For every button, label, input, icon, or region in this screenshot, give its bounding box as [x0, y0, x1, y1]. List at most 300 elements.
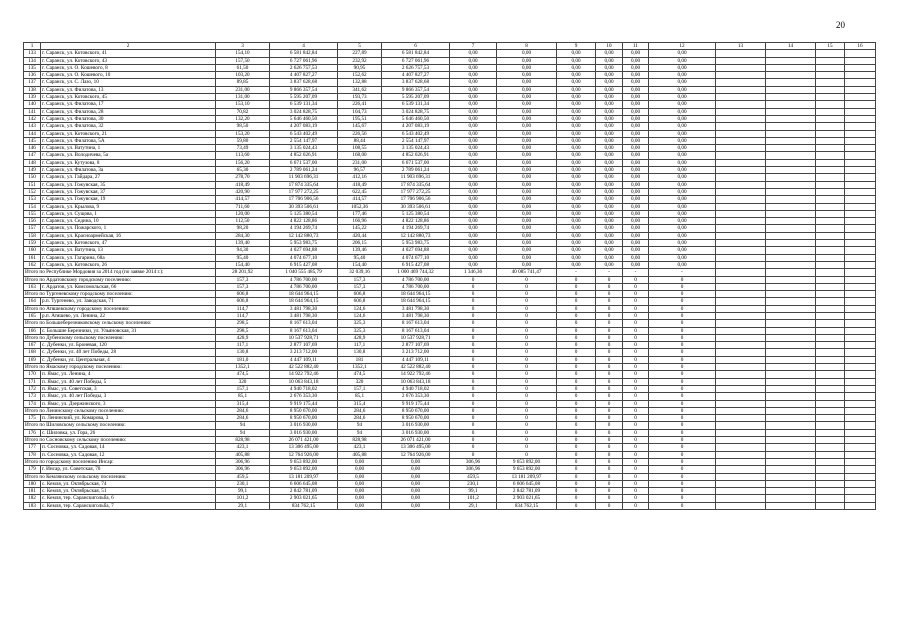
subtotal-label-cell: Итого по Дубенскому сельскому поселению: — [24, 334, 216, 341]
value-cell: 0 — [557, 451, 596, 458]
value-cell: 0 — [596, 444, 623, 451]
value-cell: 42 522 882,40 — [382, 364, 450, 371]
value-cell: 0 — [596, 473, 623, 480]
value-cell: 0,00 — [623, 210, 649, 217]
empty-cell — [766, 458, 816, 465]
empty-cell — [766, 495, 816, 502]
value-cell: 0,00 — [649, 115, 716, 122]
value-cell: 0,00 — [557, 123, 596, 130]
value-cell: 0,00 — [596, 152, 623, 159]
value-cell: 298,5 — [216, 327, 270, 334]
empty-cell — [816, 79, 845, 86]
value-cell: 9 653 892,00 — [497, 466, 557, 473]
value-cell: 94,30 — [216, 247, 270, 254]
value-cell: 0 — [557, 488, 596, 495]
empty-cell — [845, 466, 876, 473]
value-cell: 13 181 209,97 — [270, 473, 338, 480]
value-cell: 230,1 — [450, 480, 497, 487]
value-cell: 157,3 — [216, 283, 270, 290]
address-cell: г. Саранск, ул. О. Кошевого, 8 — [41, 64, 216, 71]
empty-cell — [766, 188, 816, 195]
empty-cell — [845, 86, 876, 93]
value-cell: 0 — [450, 378, 497, 385]
value-cell: 3 016 930,00 — [382, 429, 450, 436]
value-cell: 0,00 — [338, 473, 382, 480]
value-cell: 2 676 353,30 — [382, 393, 450, 400]
value-cell: 0 — [596, 407, 623, 414]
value-cell: 0,00 — [623, 130, 649, 137]
value-cell: 0 — [596, 334, 623, 341]
value-cell: 418,49 — [216, 181, 270, 188]
value-cell: 2 554 147,97 — [270, 137, 338, 144]
column-number: 15 — [816, 43, 845, 50]
empty-cell — [845, 57, 876, 64]
value-cell: 0 — [596, 488, 623, 495]
value-cell: 0 — [623, 444, 649, 451]
value-cell: 70,82 — [216, 108, 270, 115]
value-cell: 152,62 — [338, 72, 382, 79]
address-cell: г. Саранск, ул. Красноармейская, 16 — [41, 232, 216, 239]
value-cell: 12 764 926,00 — [382, 451, 450, 458]
empty-cell — [845, 393, 876, 400]
empty-cell — [816, 407, 845, 414]
value-cell: 284,30 — [216, 232, 270, 239]
value-cell: 0 — [623, 356, 649, 363]
empty-cell — [716, 298, 766, 305]
empty-cell — [716, 247, 766, 254]
empty-cell — [816, 159, 845, 166]
value-cell: 104,73 — [338, 108, 382, 115]
value-cell: 0,00 — [497, 108, 557, 115]
value-cell: 0,00 — [557, 261, 596, 268]
value-cell: 94 — [216, 429, 270, 436]
value-cell: 0,00 — [649, 174, 716, 181]
value-cell: 0 — [623, 451, 649, 458]
value-cell: 0,00 — [450, 210, 497, 217]
empty-cell — [845, 334, 876, 341]
value-cell: 3 481 798,30 — [270, 312, 338, 319]
value-cell: 0 — [596, 466, 623, 473]
column-number: 14 — [766, 43, 816, 50]
value-cell: 0,00 — [497, 86, 557, 93]
value-cell: 0 — [596, 437, 623, 444]
table-row — [24, 480, 876, 487]
table-row — [24, 64, 876, 71]
page-number: 20 — [836, 20, 845, 30]
value-cell: 0,00 — [596, 188, 623, 195]
table-row — [24, 108, 876, 115]
value-cell: 0 — [450, 305, 497, 312]
value-cell: 0 — [623, 298, 649, 305]
value-cell: 405,88 — [338, 451, 382, 458]
empty-cell — [816, 312, 845, 319]
empty-cell — [816, 327, 845, 334]
value-cell: 0 — [623, 364, 649, 371]
column-number: 10 — [596, 43, 623, 50]
value-cell: 0 — [649, 393, 716, 400]
value-cell: 0 — [623, 502, 649, 509]
subtotal-label-cell: Итого по Ямаскому городскому поселению: — [24, 364, 216, 371]
value-cell: 0 — [623, 334, 649, 341]
value-cell: 414,57 — [338, 196, 382, 203]
empty-cell — [716, 145, 766, 152]
value-cell: 0 — [557, 415, 596, 422]
address-cell: с. Дубенки, ул. Броневая, 120 — [41, 342, 216, 349]
empty-cell — [816, 108, 845, 115]
value-cell: 606,8 — [338, 291, 382, 298]
value-cell: 30 393 506,61 — [270, 203, 338, 210]
value-cell: 0,00 — [557, 210, 596, 217]
empty-cell — [766, 254, 816, 261]
empty-cell — [845, 254, 876, 261]
table-row — [24, 349, 876, 356]
empty-cell — [816, 181, 845, 188]
value-cell: 0 — [649, 371, 716, 378]
value-cell: 130,8 — [216, 349, 270, 356]
empty-cell — [766, 393, 816, 400]
value-cell: 0,00 — [497, 50, 557, 57]
value-cell: 0 — [623, 371, 649, 378]
value-cell: 0 — [649, 320, 716, 327]
value-cell: 2 676 353,30 — [270, 393, 338, 400]
value-cell: 0 — [649, 458, 716, 465]
value-cell: 0,00 — [557, 218, 596, 225]
address-cell: г. Саранск, ул. Котовского, 21 — [41, 130, 216, 137]
value-cell: 0 — [596, 283, 623, 290]
empty-cell — [816, 210, 845, 217]
address-cell: г. Саранск, ул. Филатова, 28 — [41, 108, 216, 115]
empty-cell — [816, 72, 845, 79]
empty-cell — [816, 364, 845, 371]
value-cell: 0,00 — [497, 64, 557, 71]
empty-cell — [766, 327, 816, 334]
value-cell: 0 — [649, 502, 716, 509]
table-row — [24, 123, 876, 130]
value-cell: 0 — [649, 466, 716, 473]
value-cell: 4 786 700,00 — [382, 276, 450, 283]
empty-cell — [845, 342, 876, 349]
row-number-cell: 168 — [24, 349, 41, 356]
address-cell: с. Дубенки, ул. 40 лет Победы, 28 — [41, 349, 216, 356]
value-cell: 0,00 — [497, 152, 557, 159]
empty-cell — [816, 261, 845, 268]
value-cell: 0 — [596, 495, 623, 502]
value-cell: 0 — [596, 342, 623, 349]
value-cell: 0,00 — [649, 181, 716, 188]
value-cell: 6 606 645,08 — [270, 480, 338, 487]
table-row — [24, 57, 876, 64]
value-cell: 0,00 — [497, 261, 557, 268]
value-cell: 1 000 469 744,32 — [382, 269, 450, 276]
address-cell: г. Саранск, ул. Филатова, 5А — [41, 137, 216, 144]
value-cell: 0,00 — [450, 159, 497, 166]
empty-cell — [716, 480, 766, 487]
value-cell: 114,7 — [216, 305, 270, 312]
subtotal-label-cell: Итого по Большеберезниковскому сельскому поселению: — [24, 320, 216, 327]
row-number-cell: 180 — [24, 480, 41, 487]
value-cell: 0 — [649, 283, 716, 290]
value-cell: 3 213 712,00 — [382, 349, 450, 356]
value-cell: 0,00 — [623, 50, 649, 57]
value-cell: 0,00 — [557, 137, 596, 144]
subtotal-label-cell: Итого по городскому поселению Инсар: — [24, 458, 216, 465]
value-cell: 0,00 — [649, 203, 716, 210]
value-cell: 0,00 — [623, 152, 649, 159]
value-cell: 0,00 — [649, 137, 716, 144]
value-cell: 168,00 — [338, 152, 382, 159]
empty-cell — [816, 378, 845, 385]
empty-cell — [816, 123, 845, 130]
row-number-cell: 140 — [24, 101, 41, 108]
value-cell: - — [596, 269, 623, 276]
row-number-cell: 178 — [24, 451, 41, 458]
value-cell: 17 977 272,25 — [270, 188, 338, 195]
value-cell: 0 — [450, 334, 497, 341]
value-cell: 0,00 — [557, 181, 596, 188]
empty-cell — [716, 415, 766, 422]
value-cell: 0,00 — [623, 108, 649, 115]
value-cell: 8 950 670,00 — [270, 415, 338, 422]
empty-cell — [845, 444, 876, 451]
empty-cell — [816, 269, 845, 276]
value-cell: 3 481 798,30 — [270, 305, 338, 312]
address-cell: г. Саранск, ул. С. Лазо, 10 — [41, 79, 216, 86]
value-cell: 6 543 402,49 — [382, 130, 450, 137]
address-cell: г. Саранск, ул. Филатова, 30 — [41, 115, 216, 122]
value-cell: 0 — [623, 320, 649, 327]
value-cell: 0,00 — [497, 79, 557, 86]
value-cell: 8 950 670,00 — [270, 407, 338, 414]
value-cell: 0,00 — [450, 174, 497, 181]
value-cell: 0,00 — [450, 196, 497, 203]
empty-cell — [816, 203, 845, 210]
value-cell: 0,00 — [382, 495, 450, 502]
empty-cell — [766, 378, 816, 385]
empty-cell — [845, 167, 876, 174]
value-cell: 17 874 335,64 — [270, 181, 338, 188]
value-cell: 6 727 061,96 — [382, 57, 450, 64]
row-number-cell: 155 — [24, 210, 41, 217]
value-cell: 0 — [497, 320, 557, 327]
table-row — [24, 466, 876, 473]
row-number-cell: 141 — [24, 108, 41, 115]
value-cell: 3 016 930,00 — [382, 422, 450, 429]
empty-cell — [766, 123, 816, 130]
empty-cell — [816, 429, 845, 436]
empty-cell — [766, 466, 816, 473]
empty-cell — [845, 145, 876, 152]
value-cell: 0 — [497, 415, 557, 422]
empty-cell — [716, 342, 766, 349]
value-cell: 0,00 — [596, 145, 623, 152]
address-cell: с. Дубенки, ул. Центральная, 4 — [41, 356, 216, 363]
value-cell: 0,00 — [557, 79, 596, 86]
empty-cell — [766, 488, 816, 495]
value-cell: 341,62 — [338, 86, 382, 93]
empty-cell — [816, 437, 845, 444]
value-cell: 0,00 — [649, 152, 716, 159]
table-row — [24, 451, 876, 458]
value-cell: 0,00 — [557, 159, 596, 166]
value-cell: 3 481 798,30 — [382, 312, 450, 319]
value-cell: 0,00 — [596, 196, 623, 203]
value-cell: 2 877 107,69 — [270, 342, 338, 349]
empty-cell — [766, 283, 816, 290]
value-cell: 3 135 024,43 — [270, 145, 338, 152]
row-number-cell: 152 — [24, 188, 41, 195]
empty-cell — [716, 291, 766, 298]
table-row — [24, 145, 876, 152]
empty-cell — [766, 407, 816, 414]
empty-cell — [716, 50, 766, 57]
value-cell: 0,00 — [450, 72, 497, 79]
value-cell: 0 — [649, 378, 716, 385]
empty-cell — [716, 451, 766, 458]
value-cell: 9 919 175,44 — [270, 400, 338, 407]
value-cell: 0 — [623, 429, 649, 436]
empty-cell — [816, 152, 845, 159]
row-number-cell: 170 — [24, 371, 41, 378]
value-cell: 0,00 — [382, 502, 450, 509]
value-cell: 306,96 — [450, 466, 497, 473]
row-number-cell: 164 — [24, 298, 41, 305]
table-row — [24, 502, 876, 509]
value-cell: 0,00 — [497, 123, 557, 130]
value-cell: 0 — [596, 298, 623, 305]
column-number: 11 — [623, 43, 649, 50]
value-cell: 6 915 427,08 — [270, 261, 338, 268]
value-cell: 0,00 — [450, 86, 497, 93]
empty-cell — [766, 444, 816, 451]
value-cell: 0,00 — [623, 167, 649, 174]
value-cell: 4 852 026,91 — [382, 152, 450, 159]
value-cell: 6 671 537,00 — [382, 159, 450, 166]
value-cell: 124,6 — [338, 312, 382, 319]
value-cell: 2 903 021,65 — [497, 495, 557, 502]
value-cell: 428,9 — [216, 334, 270, 341]
value-cell: 0 — [497, 276, 557, 283]
value-cell: 0 — [596, 385, 623, 392]
row-number-cell: 135 — [24, 64, 41, 71]
value-cell: 0,00 — [497, 225, 557, 232]
empty-cell — [766, 50, 816, 57]
value-cell: 0,00 — [623, 145, 649, 152]
empty-cell — [716, 283, 766, 290]
value-cell: 0 — [497, 385, 557, 392]
empty-cell — [766, 145, 816, 152]
value-cell: 5 595 207,09 — [270, 94, 338, 101]
value-cell: 0 — [623, 342, 649, 349]
value-cell: 4 940 718,02 — [270, 385, 338, 392]
value-cell: 0,00 — [649, 145, 716, 152]
empty-cell — [716, 458, 766, 465]
value-cell: 0 — [557, 437, 596, 444]
empty-cell — [816, 473, 845, 480]
empty-cell — [716, 254, 766, 261]
value-cell: 3 481 798,30 — [382, 305, 450, 312]
empty-cell — [716, 364, 766, 371]
value-cell: 157,50 — [216, 57, 270, 64]
value-cell: 9 919 175,44 — [382, 400, 450, 407]
empty-cell — [816, 167, 845, 174]
value-cell: 315,4 — [338, 400, 382, 407]
value-cell: 40 085 741,47 — [497, 269, 557, 276]
column-number: 5 — [338, 43, 382, 50]
value-cell: 0,00 — [382, 466, 450, 473]
value-cell: 0,00 — [596, 94, 623, 101]
address-cell: г. Саранск, ул. Котовского, 45 — [41, 94, 216, 101]
empty-cell — [816, 225, 845, 232]
value-cell: 0,00 — [450, 167, 497, 174]
value-cell: 0,00 — [623, 101, 649, 108]
value-cell: 4 074 677,10 — [270, 254, 338, 261]
value-cell: 4 447 109,11 — [270, 356, 338, 363]
value-cell: 423,1 — [216, 444, 270, 451]
empty-cell — [716, 466, 766, 473]
value-cell: 101,2 — [450, 495, 497, 502]
empty-cell — [816, 305, 845, 312]
row-number-cell: 136 — [24, 72, 41, 79]
value-cell: 1352,1 — [216, 364, 270, 371]
empty-cell — [845, 422, 876, 429]
address-cell: п. Ямас, ул. Ленина, 4 — [41, 371, 216, 378]
table-row — [24, 218, 876, 225]
row-number-cell: 133 — [24, 50, 41, 57]
value-cell: 157,1 — [338, 385, 382, 392]
value-cell: 0,00 — [557, 130, 596, 137]
row-number-cell: 183 — [24, 502, 41, 509]
value-cell: 0 — [649, 298, 716, 305]
value-cell: 0 — [596, 378, 623, 385]
value-cell: 3 024 828,75 — [382, 108, 450, 115]
value-cell: 0,00 — [497, 218, 557, 225]
value-cell: 0,00 — [497, 188, 557, 195]
empty-cell — [845, 400, 876, 407]
value-cell: 0 — [557, 502, 596, 509]
row-number-cell: 149 — [24, 167, 41, 174]
value-cell: 0 — [450, 327, 497, 334]
address-cell: с. Большие Березники, ул. Ульяновская, 31 — [41, 327, 216, 334]
value-cell: 0 — [557, 473, 596, 480]
value-cell: 4 027 694,88 — [382, 247, 450, 254]
address-cell: г. Саранск, ул. Гагарина, 68а — [41, 254, 216, 261]
value-cell: 0 — [596, 393, 623, 400]
value-cell: 85,1 — [216, 393, 270, 400]
value-cell: 5 646 460,50 — [270, 115, 338, 122]
value-cell: 1 346,36 — [450, 269, 497, 276]
table-row — [24, 115, 876, 122]
value-cell: 284,6 — [338, 407, 382, 414]
value-cell: 0 — [497, 407, 557, 414]
value-cell: 0,00 — [557, 240, 596, 247]
value-cell: 0 — [596, 312, 623, 319]
value-cell: 0 — [623, 480, 649, 487]
value-cell: 0 — [557, 422, 596, 429]
value-cell: 0,00 — [450, 152, 497, 159]
value-cell: 206,15 — [338, 240, 382, 247]
subtotal-label-cell: Итого по Кемлянскому сельскому поселению: — [24, 473, 216, 480]
empty-cell — [816, 451, 845, 458]
value-cell: 139,40 — [216, 240, 270, 247]
row-number-cell: 169 — [24, 356, 41, 363]
value-cell: 0,00 — [497, 94, 557, 101]
value-cell: - — [623, 269, 649, 276]
value-cell: 0 — [596, 364, 623, 371]
value-cell: 0 — [450, 437, 497, 444]
empty-cell — [716, 393, 766, 400]
empty-cell — [845, 320, 876, 327]
value-cell: 0,00 — [450, 188, 497, 195]
